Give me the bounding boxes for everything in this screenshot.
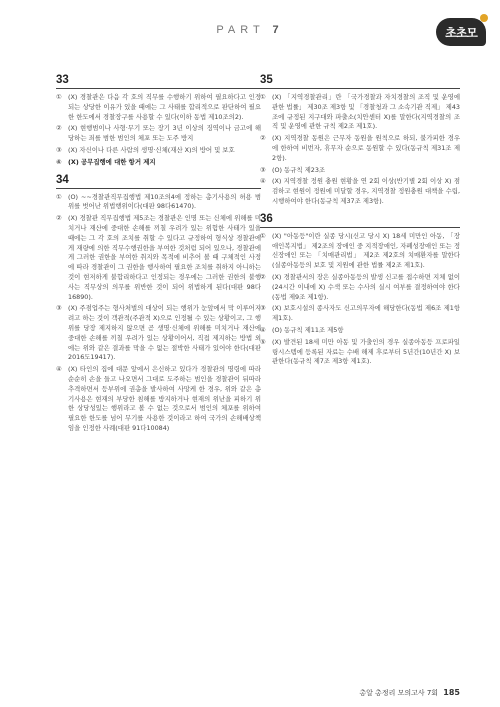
question-36-number: 36 [260,213,460,228]
question-36-answers [260,232,460,367]
answer-text: (X) 지역경찰 정원 충원 현황을 연 2회 이상(반기별 2회 이상 X) 점검하고 현원이 정원에 미달할 경우, 지역경찰 정원충원 대책을 수립, 시행하여야 한다(동규칙 제37조 제3항). [272,177,460,205]
answer-item [260,166,460,176]
answer-marker: ④ [260,325,266,334]
answer-item [56,304,261,363]
answer-text: (X) 발견된 18세 미만 아동 및 가출인의 경우 실종아동등 프로파일링시스템에 등록된 자료는 수배 해제 후로부터 5년간(10년간 X) 보관한다(동규칙 제7조 제3항 제1호). [272,337,460,366]
part-label [0,24,500,36]
answer-marker: ③ [260,165,266,174]
question-35-number: 35 [260,74,460,89]
page-footer [359,688,460,698]
part-prefix: PART [216,24,265,36]
answer-item [56,193,261,213]
answer-marker: ② [260,134,266,143]
answer-text: (X) "아동등"이란 실종 당시(신고 당시 X) 18세 미만인 아동, 「장애인복지법」 제2조의 장애인 중 지적장애인, 자폐성장애인 또는 정신장애인 또는 「치매관리법」 제2조 제2호의 치매환자를 말한다(실종아동등의 보호 및 지원에 관한 법률 제2조 제1호). [272,231,460,270]
question-33-number: 33 [56,74,261,89]
answer-marker: ③ [56,145,62,154]
answer-item [56,365,261,434]
answer-item [260,326,460,336]
answer-marker: ① [56,93,62,101]
answer-item [260,93,460,132]
answer-item [56,214,261,302]
left-column [56,74,261,436]
page-header [0,0,500,60]
answer-item [56,158,261,168]
answer-item [56,93,261,122]
answer-marker: ① [56,192,62,201]
answer-marker: ② [56,124,62,133]
answer-text: (O) 동규칙 제23조 [272,165,326,174]
question-33-answers [56,93,261,168]
footer-title: 총알 총정리 모의고사 7회 [359,689,439,697]
brand-logo: 초초모 [436,18,486,46]
question-34-number: 34 [56,174,261,189]
answer-marker: ③ [260,304,266,313]
right-column [260,74,460,369]
answer-marker: ③ [56,304,62,313]
answer-text: (X) 공무집행에 대한 항거 제지 [68,157,156,166]
answer-text: (X) 보호시설의 종사자도 신고의무자에 해당한다(동법 제6조 제1항 제1호). [272,304,460,323]
answer-item [260,177,460,206]
question-35-answers [260,93,460,207]
answer-text: (X) 주점업주는 형사처벌의 대상이 되는 행위가 눈앞에서 막 이루어지려고 하는 것이 객관적(주관적 X)으로 인정될 수 있는 상황이고, 그 행위를 당장 제지하지 않으면 곧 생명·신체에 위해를 미치거나 재산에 중대한 손해를 끼칠 우려가 있는 상황이어서, 직접 제지하는 방법 외에는 위와 같은 결과를 막을 수 없는 절박한 사태가 있어야 한다(대판 2016도19417). [68,304,261,362]
answer-marker: ④ [260,177,266,186]
answer-text: (X) 「지역경찰관리」란 「국가경찰과 자치경찰의 조직 및 운영에 관한 법률」 제30조 제3항 및 「경찰청과 그 소속기관 직제」 제43조에 규정된 지구대와 파출소(치안센터 X)를 말한다(지역경찰의 조직 및 운영에 관한 규칙 제2조 제1호). [272,93,460,131]
answer-marker: ① [260,93,266,101]
answer-text: (X) 경찰관 직무집행법 제5조는 경찰관은 인명 또는 신체에 위해를 미치거나 재산에 중대한 손해를 끼칠 우려가 있는 위험한 사태가 있을 때에는 그 각 호의 조치를 취할 수 있다고 규정하여 형식상 경찰관에게 재량에 의한 직무수행권한을 부여한 것처럼 되어 있으나, 경찰관에게 그러한 권한을 부여한 취지와 목적에 비추어 볼 때 구체적인 사정에 따라 경찰관이 그 권한을 행사하여 필요한 조치를 취하지 아니하는 것이 현저하게 불합리하다고 인정되는 경우에는 그러한 권한의 불행사는 직무상의 의무를 위반한 것이 되어 위법하게 된다(대판 98다16890). [68,214,261,301]
question-34-answers [56,193,261,434]
answer-text: (X) 지역경찰 동원은 근무자 동원을 원칙으로 하되, 불가피한 경우에 한하여 비번자, 휴무자 순으로 동원할 수 있다(동규칙 제31조 제2항). [272,134,460,162]
answer-text: (X) 타인의 집에 대문 앞에서 은신하고 있다가 경찰관의 명령에 따라 순순히 손을 들고 나오면서 그대로 도주하는 범인을 경찰관이 뒤따라 추격하면서 등부위에 권총을 발사하여 사망케 한 경우, 위와 같은 총기사용은 현재의 부당한 침해를 방지하거나 현재의 위난을 피하기 위한 상당성있는 행위라고 볼 수 없는 것으로서 범인의 체포를 위하여 필요한 한도를 넘어 무기를 사용한 것이라고 하여 국가의 손해배상책임을 인정한 사례(대판 91다10084) [68,365,261,432]
page-number: 185 [443,688,460,697]
answer-item [260,273,460,302]
answer-item [260,232,460,271]
answer-item [260,304,460,324]
answer-marker: ① [260,231,266,240]
answer-marker: ⑤ [260,337,266,346]
part-number: 7 [272,24,284,36]
answer-text: (X) 현행범이나 사형·무기 또는 장기 3년 이상의 징역이나 금고에 해당하는 죄를 범한 범인의 체포 또는 도주 방지 [68,124,261,143]
answer-marker: ④ [56,157,62,166]
answer-item [260,338,460,367]
answer-item [56,124,261,144]
answer-item [56,146,261,156]
answer-text: (X) 경찰관서의 장은 실종아동등의 발생 신고를 접수하면 지체 없이(24시간 이내에 X) 수색 또는 수사의 실시 여부를 결정하여야 한다(동법 제9조 제1항). [272,272,460,301]
answer-text: (X) 경찰관은 다음 각 호의 직무를 수행하기 위하여 필요하다고 인정되는 상당한 이유가 있을 때에는 그 사태를 합리적으로 판단하여 필요한 한도에서 경찰장구를 사용할 수 있다(이하 동법 제10조의2). [68,93,261,121]
answer-text: (X) 자신이나 다른 사람의 생명·신체(재산 X)의 방어 및 보호 [68,145,235,154]
answer-text: (O) ~~경찰관직무집행법 제10조의4에 정하는 총기사용의 허용 범위를 벗어난 위법행위이다(대판 98다61470). [68,192,261,211]
answer-marker: ② [56,214,62,223]
answer-marker: ② [260,272,266,281]
answer-text: (O) 동규칙 제11조 제5항 [272,325,344,334]
answer-item [260,134,460,163]
answer-marker: ④ [56,365,62,374]
